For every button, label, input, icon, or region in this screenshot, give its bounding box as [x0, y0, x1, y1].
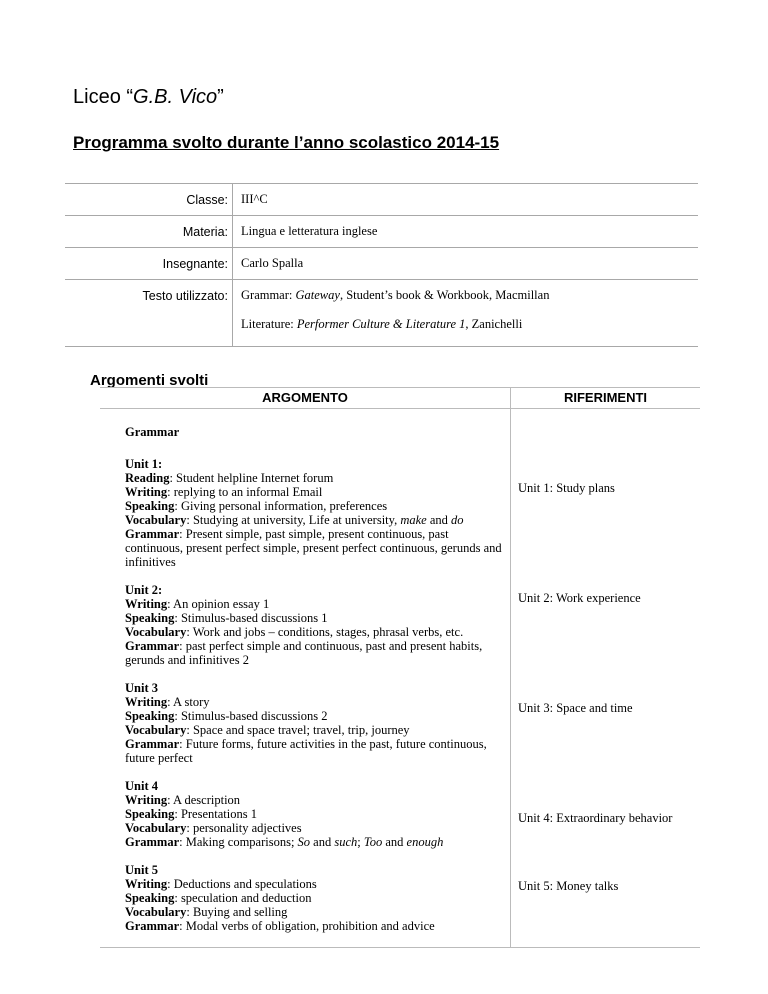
ref-unit-5: Unit 5: Money talks	[518, 879, 619, 893]
program-title: Programma svolto durante l’anno scolastico 2014-15	[73, 133, 500, 152]
ref-unit-4: Unit 4: Extraordinary behavior	[518, 811, 673, 825]
unit-3: Unit 3 Writing: A story Speaking: Stimulus-based discussions 2 Vocabulary: Space and space travel; travel, trip, journey Grammar: Future forms, future activities in the past, future continuous, future perfect	[125, 681, 487, 765]
unit-5: Unit 5 Writing: Deductions and speculations Speaking: speculation and deduction Vocabulary: Buying and selling Grammar: Modal verbs of obligation, prohibition and advice	[125, 863, 435, 933]
ref-unit-3: Unit 3: Space and time	[518, 701, 633, 715]
topics-column	[100, 409, 511, 948]
school-title: Liceo “G.B. Vico”	[73, 86, 224, 108]
class-value: III^C	[233, 184, 699, 216]
col-topic-header: ARGOMENTO	[100, 388, 511, 409]
textbook-label: Testo utilizzato:	[65, 280, 233, 347]
subject-value: Lingua e letteratura inglese	[233, 216, 699, 248]
grammar-textbook: Grammar: Gateway, Student’s book & Workbook, Macmillan	[241, 288, 550, 302]
literature-textbook: Literature: Performer Culture & Literature 1, Zanichelli	[241, 317, 523, 331]
subject-label: Materia:	[65, 216, 233, 248]
teacher-label: Insegnante:	[65, 248, 233, 280]
class-info-table	[65, 183, 698, 347]
school-name: G.B. Vico	[133, 86, 218, 108]
ref-unit-2: Unit 2: Work experience	[518, 591, 641, 605]
textbook-value	[233, 280, 699, 347]
teacher-value: Carlo Spalla	[233, 248, 699, 280]
unit-2: Unit 2: Writing: An opinion essay 1 Speaking: Stimulus-based discussions 1 Vocabulary: Work and jobs – conditions, stages, phrasal verbs, etc. Grammar: past perfect simple and continuous, past and present habits, gerunds and infinitives 2	[125, 583, 483, 667]
col-refs-header: RIFERIMENTI	[511, 388, 701, 409]
references-column	[511, 409, 701, 948]
unit-4: Unit 4 Writing: A description Speaking: Presentations 1 Vocabulary: personality adjectives Grammar: Making comparisons; So and such; Too and enough	[125, 779, 444, 849]
topics-table	[100, 387, 700, 948]
topics-section-title: Argomenti svolti	[90, 372, 209, 389]
ref-unit-1: Unit 1: Study plans	[518, 481, 615, 495]
unit-1: Unit 1: Reading: Student helpline Internet forum Writing: replying to an informal Email Speaking: Giving personal information, preferences Vocabulary: Studying at university, Life at university, make and do Grammar: Present simple, past simple, present continuous, past continuous, present perfect simple, present perfect continuous, gerunds and infinitives	[125, 457, 502, 569]
class-label: Classe:	[65, 184, 233, 216]
grammar-heading: Grammar	[125, 425, 180, 439]
